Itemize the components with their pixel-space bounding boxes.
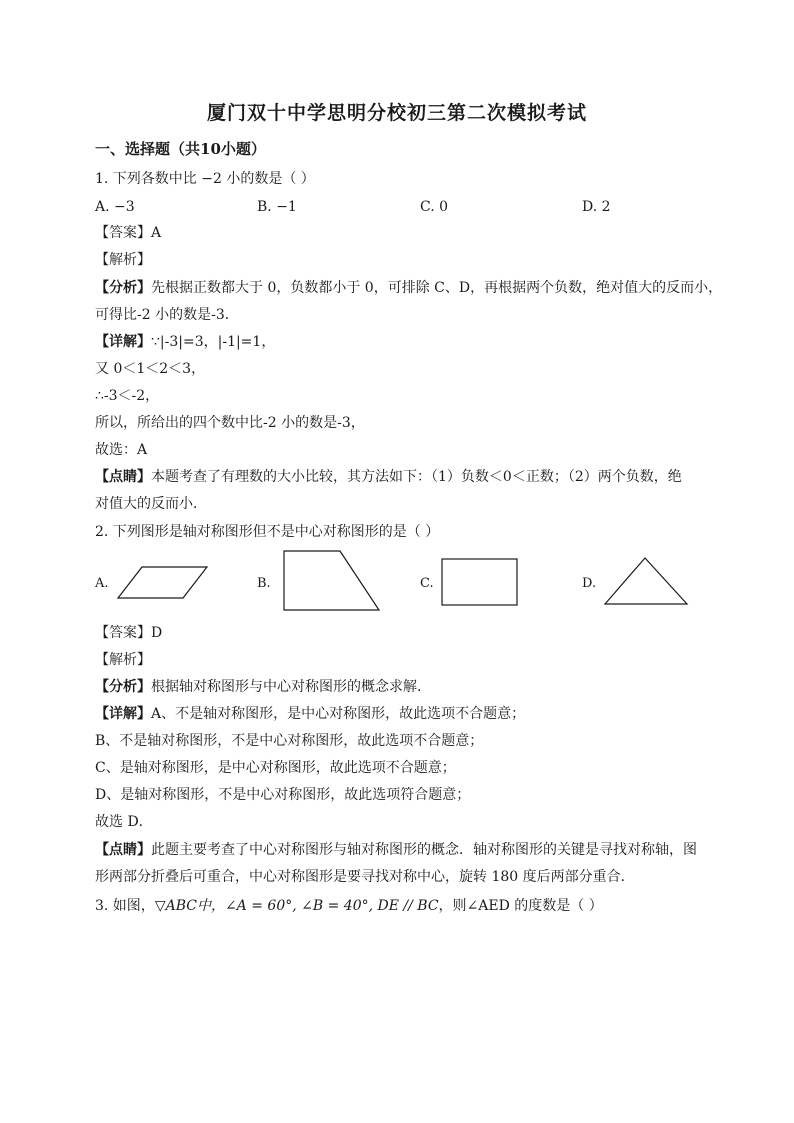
q1-fenxi: [95, 279, 722, 297]
q1-option-b: B. −1: [257, 199, 297, 215]
q1-stem: 1. 下列各数中比 −2 小的数是（ ）: [95, 171, 315, 187]
q2-dianjing: [95, 841, 697, 859]
q2-fenxi-tag: 【分析】: [95, 679, 151, 695]
q2-xiangjie: [95, 705, 525, 723]
section-heading: 一、选择题（共10小题）: [95, 140, 266, 158]
q2-step-5: 故选 D．: [95, 814, 153, 830]
q2-fenxi-text: 根据轴对称图形与中心对称图形的概念求解．: [151, 679, 431, 695]
q1-analysis-tag: 【解析】: [95, 252, 151, 268]
q1-answer: 【答案】A: [95, 225, 162, 241]
q2-analysis-tag: 【解析】: [95, 652, 151, 668]
q3-math: ▽ABC中，∠A = 60°, ∠B = 40°, DE // BC: [154, 898, 439, 914]
q2-step-3: C、是轴对称图形，是中心对称图形，故此选项不合题意；: [95, 760, 456, 776]
q1-option-d: D. 2: [582, 199, 611, 215]
q3-suffix: ，则∠AED 的度数是（ ）: [438, 898, 603, 914]
q1-step-3: ∴-3＜-2，: [95, 388, 160, 404]
q2-dianjing-text: 此题主要考查了中心对称图形与轴对称图形的概念．轴对称图形的关键是寻找对称轴，图: [151, 842, 697, 858]
q3-prefix: 3. 如图，: [95, 898, 155, 914]
q2-dianjing-tag: 【点睛】: [95, 842, 151, 858]
q2-label-b: B.: [257, 576, 271, 591]
q1-option-c: C. 0: [420, 199, 449, 215]
q2-label-c: C.: [420, 576, 434, 591]
q1-dianjing-text: 本题考查了有理数的大小比较，其方法如下：（1）负数＜0＜正数；（2）两个负数，绝: [151, 469, 682, 485]
q2-label-d: D.: [582, 576, 597, 591]
q2-xiangjie-text: A、不是轴对称图形，是中心对称图形，故此选项不合题意；: [151, 706, 526, 722]
rectangle-figure: [441, 558, 519, 608]
q2-answer: 【答案】D: [95, 625, 163, 641]
triangle-figure: [603, 556, 689, 606]
q1-dianjing-line2: 对值大的反而小．: [95, 496, 207, 512]
page-title: 厦门双十中学思明分校初三第二次模拟考试: [206, 102, 587, 124]
q1-option-a: A. −3: [95, 199, 135, 215]
q2-dianjing-line2: 形两部分折叠后可重合，中心对称图形是要寻找对称中心，旋转 180 度后两部分重合．: [95, 869, 635, 885]
parallelogram-figure: [116, 566, 210, 600]
q1-step-5: 故选：A: [95, 442, 148, 458]
q1-xiangjie: [95, 333, 275, 351]
q2-xiangjie-tag: 【详解】: [95, 706, 151, 722]
trapezoid-figure: [282, 549, 382, 613]
q1-xiangjie-tag: 【详解】: [95, 334, 151, 350]
q1-fenxi-text: 先根据正数都大于 0，负数都小于 0，可排除 C、D，再根据两个负数，绝对值大的反而小，: [151, 280, 723, 296]
q2-step-2: B、不是轴对称图形，不是中心对称图形，故此选项不合题意；: [95, 733, 484, 749]
q1-fenxi-tag: 【分析】: [95, 280, 151, 296]
q1-fenxi-line2: 可得比-2 小的数是-3．: [95, 307, 239, 323]
q2-step-4: D、是轴对称图形，不是中心对称图形，故此选项符合题意；: [95, 787, 471, 803]
q1-step-2: 又 0＜1＜2＜3，: [95, 361, 206, 377]
q2-label-a: A.: [95, 576, 109, 591]
q1-step-4: 所以，所给出的四个数中比-2 小的数是-3，: [95, 415, 365, 431]
q2-fenxi: [95, 678, 431, 696]
q1-xiangjie-text: ∵|-3|=3，|-1|=1，: [151, 334, 276, 350]
q3-stem: [95, 897, 603, 915]
q1-dianjing: [95, 468, 682, 486]
q2-stem: 2. 下列图形是轴对称图形但不是中心对称图形的是（ ）: [95, 524, 440, 540]
q1-dianjing-tag: 【点睛】: [95, 469, 151, 485]
